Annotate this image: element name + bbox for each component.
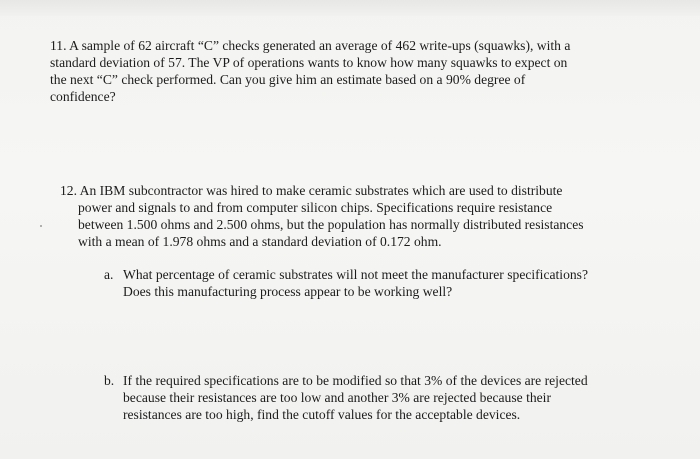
question-12 xyxy=(60,182,584,250)
bullet-dot xyxy=(40,225,42,227)
question-12b-marker: b. xyxy=(104,373,115,388)
question-11 xyxy=(50,37,570,105)
question-12a-line: What percentage of ceramic substrates will not meet the manufacturer specifications? xyxy=(123,267,589,282)
question-12a-line: Does this manufacturing process appear to be working well? xyxy=(123,284,453,299)
question-12a xyxy=(104,266,588,300)
question-11-line: the next “C” check performed. Can you give him an estimate based on a 90% degree of xyxy=(50,72,526,87)
question-12b xyxy=(104,372,588,423)
question-12-line: with a mean of 1.978 ohms and a standard deviation of 0.172 ohm. xyxy=(78,234,442,249)
question-12a-marker: a. xyxy=(104,267,114,282)
question-11-line: 11. A sample of 62 aircraft “C” checks generated an average of 462 write-ups (squawks), with a xyxy=(50,38,571,53)
question-12b-line: If the required specifications are to be modified so that 3% of the devices are rejected xyxy=(123,373,588,388)
question-12b-line: because their resistances are too low and another 3% are rejected because their xyxy=(123,390,551,405)
question-11-line: confidence? xyxy=(50,89,116,104)
question-11-line: standard deviation of 57. The VP of operations wants to know how many squawks to expect on xyxy=(50,55,568,70)
question-12-line: power and signals to and from computer silicon chips. Specifications require resistance xyxy=(78,200,553,215)
question-12-line: 12. An IBM subcontractor was hired to make ceramic substrates which are used to distribute xyxy=(60,183,563,198)
question-12-line: between 1.500 ohms and 2.500 ohms, but the population has normally distributed resistances xyxy=(78,217,584,232)
page-top-edge xyxy=(0,0,700,16)
question-12b-line: resistances are too high, find the cutoff values for the acceptable devices. xyxy=(123,407,521,422)
